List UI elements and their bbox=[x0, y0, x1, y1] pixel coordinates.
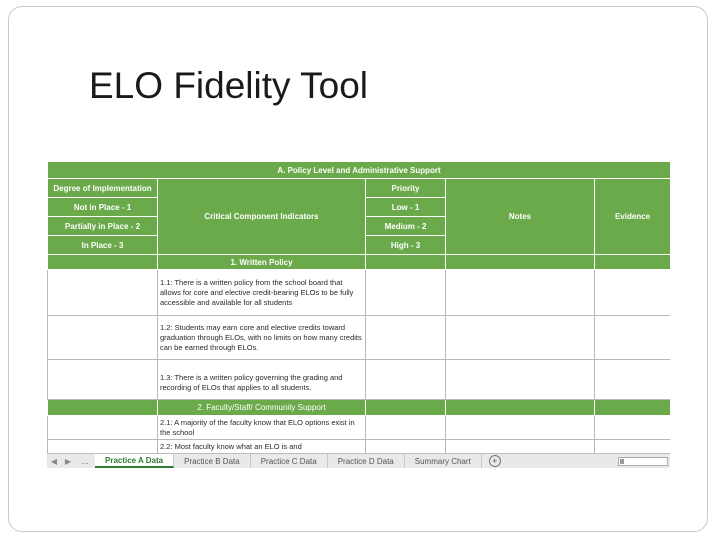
degree-cell[interactable] bbox=[48, 440, 158, 454]
notes-cell[interactable] bbox=[446, 270, 595, 316]
subsection-1-header: 1. Written Policy bbox=[158, 255, 366, 270]
indicator-2-1[interactable]: 2.1: A majority of the faculty know that ELO options exist in the school bbox=[158, 416, 366, 440]
evidence-header: Evidence bbox=[595, 179, 671, 255]
priority-cell[interactable] bbox=[366, 316, 446, 360]
degree-level-3: In Place - 3 bbox=[48, 236, 158, 255]
tab-practice-a[interactable]: Practice A Data bbox=[95, 454, 174, 468]
priority-level-2: Medium - 2 bbox=[366, 217, 446, 236]
add-sheet-button[interactable] bbox=[482, 454, 508, 468]
evidence-cell[interactable] bbox=[595, 440, 671, 454]
indicator-1-2[interactable]: 1.2: Students may earn core and elective credits toward graduation through ELOs, with no limits on how many credits can be earned through ELOs. bbox=[158, 316, 366, 360]
priority-cell[interactable] bbox=[366, 360, 446, 400]
degree-level-1: Not in Place - 1 bbox=[48, 198, 158, 217]
fidelity-table bbox=[47, 161, 670, 453]
evidence-cell[interactable] bbox=[595, 270, 671, 316]
tab-practice-c[interactable]: Practice C Data bbox=[251, 454, 328, 468]
evidence-cell[interactable] bbox=[595, 360, 671, 400]
sheet-tab-bar bbox=[47, 453, 670, 468]
slide-title: ELO Fidelity Tool bbox=[89, 65, 368, 106]
notes-header: Notes bbox=[446, 179, 595, 255]
tab-practice-b[interactable]: Practice B Data bbox=[174, 454, 251, 468]
subsection-spacer bbox=[595, 255, 671, 270]
notes-cell[interactable] bbox=[446, 416, 595, 440]
scroll-left-icon[interactable]: ◀ bbox=[50, 456, 58, 466]
tab-summary-chart[interactable]: Summary Chart bbox=[405, 454, 482, 468]
critical-component-header: Critical Component Indicators bbox=[158, 179, 366, 255]
notes-cell[interactable] bbox=[446, 360, 595, 400]
section-2-spacer bbox=[48, 400, 158, 416]
plus-icon: + bbox=[489, 455, 501, 467]
more-tabs-button[interactable]: ... bbox=[81, 456, 89, 466]
section-2-spacer bbox=[366, 400, 446, 416]
subsection-spacer bbox=[446, 255, 595, 270]
tab-practice-d[interactable]: Practice D Data bbox=[328, 454, 405, 468]
priority-level-3: High - 3 bbox=[366, 236, 446, 255]
section-2-spacer bbox=[446, 400, 595, 416]
degree-header: Degree of Implementation bbox=[48, 179, 158, 198]
indicator-1-3[interactable]: 1.3: There is a written policy governing the grading and recording of ELOs that applies to all students. bbox=[158, 360, 366, 400]
notes-cell[interactable] bbox=[446, 316, 595, 360]
subsection-spacer bbox=[366, 255, 446, 270]
indicator-2-2[interactable]: 2.2: Most faculty know what an ELO is and bbox=[158, 440, 366, 454]
evidence-cell[interactable] bbox=[595, 416, 671, 440]
priority-level-1: Low - 1 bbox=[366, 198, 446, 217]
scrollbar-track[interactable] bbox=[618, 457, 668, 466]
scroll-right-icon[interactable]: ▶ bbox=[64, 456, 72, 466]
scrollbar-thumb[interactable] bbox=[620, 459, 624, 464]
section-2-header: 2. Faculty/Staff/ Community Support bbox=[158, 400, 366, 416]
priority-cell[interactable] bbox=[366, 416, 446, 440]
priority-cell[interactable] bbox=[366, 440, 446, 454]
section-2-spacer bbox=[595, 400, 671, 416]
indicator-1-1[interactable]: 1.1: There is a written policy from the school board that allows for core and elective credit-bearing ELOs to be fully accessible and available for all students bbox=[158, 270, 366, 316]
horizontal-scrollbar[interactable] bbox=[508, 454, 670, 468]
spreadsheet-view bbox=[47, 161, 670, 453]
degree-cell[interactable] bbox=[48, 360, 158, 400]
degree-cell[interactable] bbox=[48, 270, 158, 316]
priority-cell[interactable] bbox=[366, 270, 446, 316]
degree-level-2: Partially in Place - 2 bbox=[48, 217, 158, 236]
evidence-cell[interactable] bbox=[595, 316, 671, 360]
degree-cell[interactable] bbox=[48, 416, 158, 440]
priority-header: Priority bbox=[366, 179, 446, 198]
notes-cell[interactable] bbox=[446, 440, 595, 454]
degree-cell[interactable] bbox=[48, 316, 158, 360]
section-a-header: A. Policy Level and Administrative Support bbox=[48, 162, 671, 179]
subsection-spacer bbox=[48, 255, 158, 270]
